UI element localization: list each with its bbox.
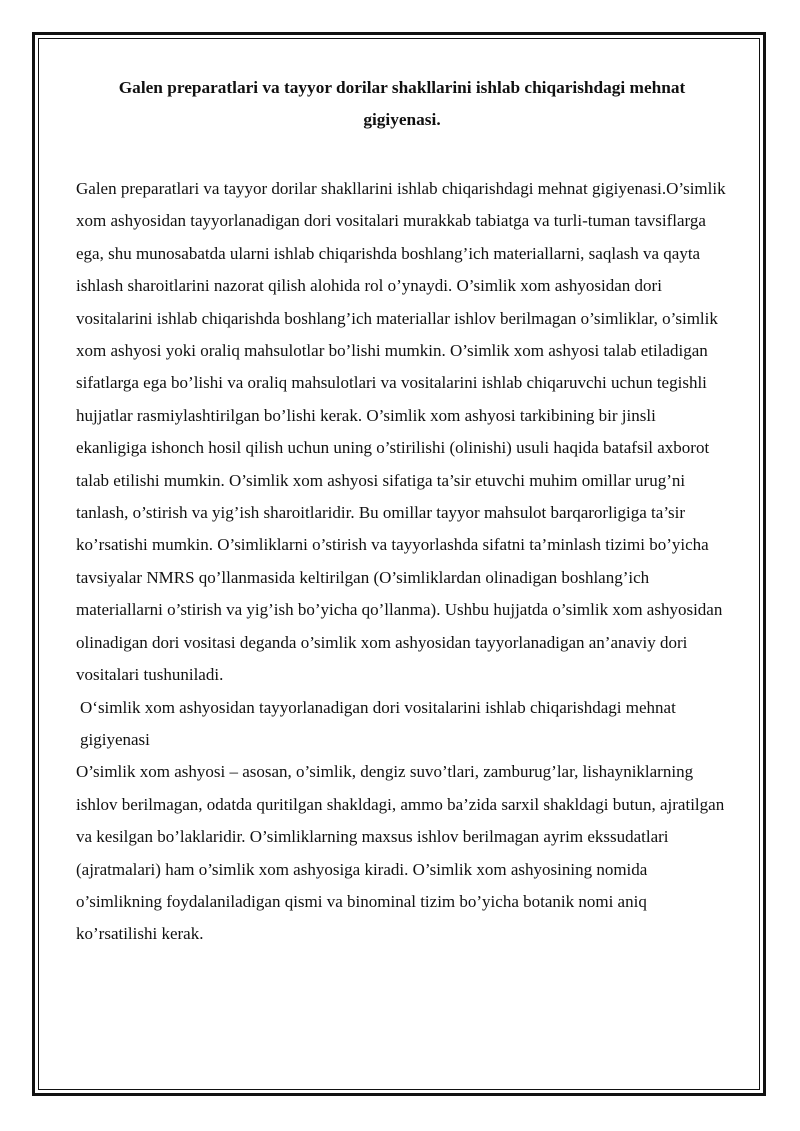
document-body — [76, 72, 728, 951]
paragraph-intro: Galen preparatlari va tayyor dorilar shakllarini ishlab chiqarishdagi mehnat gigiyenasi.O’simlik xom ashyosidan tayyorlanadigan dori vositalari murakkab tabiatga va turli-tuman tavsiflarga ega, shu munosabatda ularni ishlab chiqarishda boshlang’ich materiallarni, saqlash va qayta ishlash sharoitlarini nazorat qilish alohida rol o’ynaydi. O’simlik xom ashyosidan dori vositalarini ishlab chiqarishda boshlang’ich materiallar ishlov berilmagan o’simliklar, o’simlik xom ashyosi yoki oraliq mahsulotlar bo’lishi mumkin. O’simlik xom ashyosi talab etiladigan sifatlarga ega bo’lishi va oraliq mahsulotlari va vositalarini ishlab chiqaruvchi uchun tegishli hujjatlar rasmiylashtirilgan bo’lishi kerak. O’simlik xom ashyosi tarkibining bir jinsli ekanligiga ishonch hosil qilish uchun uning o’stirilishi (olinishi) usuli haqida batafsil axborot talab etilishi mumkin. O’simlik xom ashyosi sifatiga ta’sir etuvchi muhim omillar urug’ni tanlash, o’stirish va yig’ish sharoitlaridir. Bu omillar tayyor mahsulot barqarorligiga ta’sir ko’rsatishi mumkin. O’simliklarni o’stirish va tayyorlashda sifatni ta’minlash tizimi bo’yicha tavsiyalar NMRS qo’llanmasida keltirilgan (O’simliklardan olinadigan boshlang’ich materiallarni o’stirish va yig’ish bo’yicha qo’llanma). Ushbu hujjatda o’simlik xom ashyosidan olinadigan dori vositasi deganda o’simlik xom ashyosidan tayyorlanadigan an’anaviy dori vositalari tushuniladi. — [76, 179, 726, 685]
paragraph-definition: O’simlik xom ashyosi – asosan, o’simlik, dengiz suvo’tlari, zamburug’lar, lishayniklarning ishlov berilmagan, odatda quritilgan shakldagi, ammo ba’zida sarxil shakldagi butun, ajratilgan va kesilgan bo’laklaridir. O’simliklarning maxsus ishlov berilmagan ayrim ekssudatlari (ajratmalari) ham o’simlik xom ashyosiga kiradi. O’simlik xom ashyosining nomida o’simlikning foydalaniladigan qismi va binominal tizim bo’yicha botanik nomi aniq ko’rsatilishi kerak. — [76, 762, 725, 944]
section-subheading: O‘simlik xom ashyosidan tayyorlanadigan dori vositalarini ishlab chiqarishdagi mehnat gigiyenasi — [80, 697, 676, 749]
document-title: Galen preparatlari va tayyor dorilar shakllarini ishlab chiqarishdagi mehnat gigiyenasi. — [118, 78, 686, 129]
